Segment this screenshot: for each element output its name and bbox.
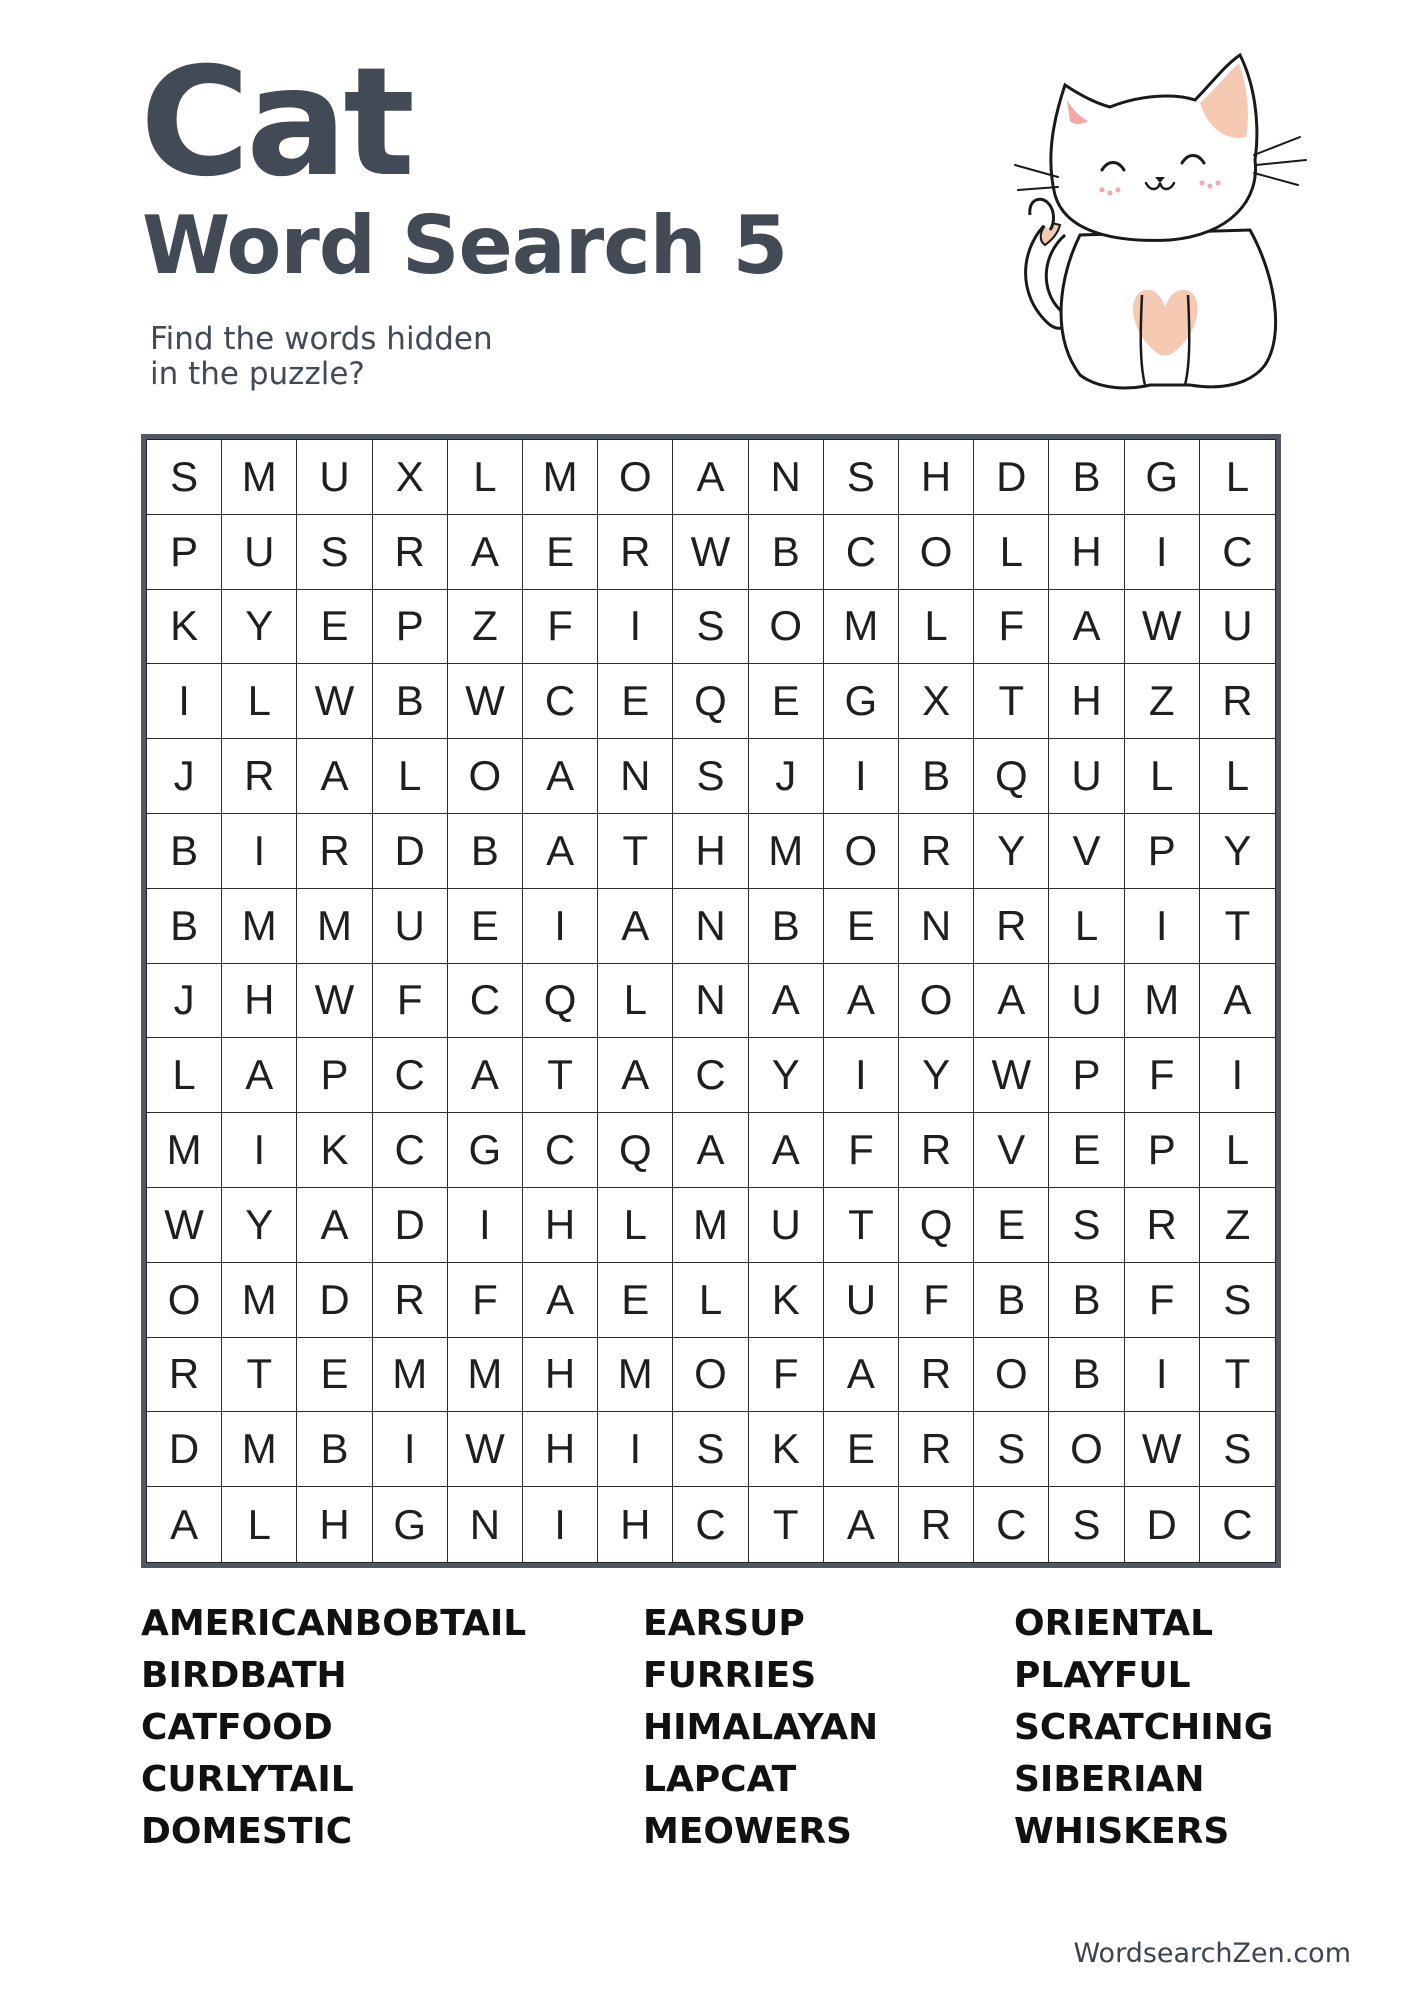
grid-cell[interactable]: Y bbox=[222, 1188, 297, 1263]
grid-cell[interactable]: O bbox=[673, 1338, 748, 1413]
grid-cell[interactable]: E bbox=[974, 1188, 1049, 1263]
grid-cell[interactable]: R bbox=[373, 1263, 448, 1338]
grid-cell[interactable]: X bbox=[373, 440, 448, 515]
grid-cell[interactable]: L bbox=[1049, 889, 1124, 964]
grid-cell[interactable]: B bbox=[749, 515, 824, 590]
grid-cell[interactable]: S bbox=[824, 440, 899, 515]
grid-cell[interactable]: M bbox=[598, 1338, 673, 1413]
puzzle-grid-frame bbox=[141, 434, 1281, 1568]
grid-cell[interactable]: A bbox=[598, 889, 673, 964]
grid-cell[interactable]: O bbox=[974, 1338, 1049, 1413]
grid-cell[interactable]: M bbox=[222, 440, 297, 515]
grid-cell[interactable]: F bbox=[1125, 1038, 1200, 1113]
puzzle-grid bbox=[146, 439, 1276, 1563]
grid-cell[interactable]: N bbox=[673, 964, 748, 1039]
grid-cell[interactable]: H bbox=[523, 1188, 598, 1263]
grid-cell[interactable]: S bbox=[1200, 1263, 1275, 1338]
grid-cell[interactable]: P bbox=[1049, 1038, 1124, 1113]
grid-cell[interactable]: I bbox=[824, 1038, 899, 1113]
grid-cell[interactable]: S bbox=[1049, 1487, 1124, 1562]
grid-cell[interactable]: W bbox=[1125, 590, 1200, 665]
grid-cell[interactable]: O bbox=[749, 590, 824, 665]
grid-cell[interactable]: Q bbox=[673, 664, 748, 739]
grid-cell[interactable]: F bbox=[899, 1263, 974, 1338]
grid-cell[interactable]: A bbox=[974, 964, 1049, 1039]
grid-cell[interactable]: O bbox=[899, 515, 974, 590]
grid-cell[interactable]: F bbox=[974, 590, 1049, 665]
grid-cell[interactable]: H bbox=[523, 1338, 598, 1413]
grid-cell[interactable]: Z bbox=[448, 590, 523, 665]
grid-cell[interactable]: D bbox=[373, 1188, 448, 1263]
grid-cell[interactable]: A bbox=[749, 964, 824, 1039]
grid-cell[interactable]: P bbox=[1125, 814, 1200, 889]
word-list-column-2 bbox=[643, 1598, 878, 1858]
instructions-line-2: in the puzzle? bbox=[150, 356, 365, 392]
grid-cell[interactable]: H bbox=[899, 440, 974, 515]
grid-cell[interactable]: U bbox=[1200, 590, 1275, 665]
grid-cell[interactable]: O bbox=[147, 1263, 222, 1338]
grid-cell[interactable]: A bbox=[749, 1113, 824, 1188]
grid-cell[interactable]: E bbox=[749, 664, 824, 739]
grid-cell[interactable]: C bbox=[373, 1038, 448, 1113]
grid-cell[interactable]: E bbox=[448, 889, 523, 964]
grid-cell[interactable]: Q bbox=[523, 964, 598, 1039]
grid-cell[interactable]: I bbox=[1125, 889, 1200, 964]
grid-cell[interactable]: Z bbox=[1200, 1188, 1275, 1263]
grid-cell[interactable]: M bbox=[222, 1412, 297, 1487]
grid-cell[interactable]: A bbox=[824, 1338, 899, 1413]
grid-cell[interactable]: E bbox=[824, 1412, 899, 1487]
grid-cell[interactable]: J bbox=[147, 964, 222, 1039]
grid-cell[interactable]: L bbox=[222, 664, 297, 739]
grid-cell[interactable]: W bbox=[297, 964, 372, 1039]
grid-cell[interactable]: U bbox=[1049, 964, 1124, 1039]
grid-cell[interactable]: F bbox=[749, 1338, 824, 1413]
grid-cell[interactable]: G bbox=[373, 1487, 448, 1562]
grid-cell[interactable]: T bbox=[222, 1338, 297, 1413]
grid-cell[interactable]: I bbox=[523, 889, 598, 964]
grid-cell[interactable]: S bbox=[673, 1412, 748, 1487]
grid-cell[interactable]: A bbox=[824, 964, 899, 1039]
grid-cell[interactable]: M bbox=[222, 889, 297, 964]
grid-cell[interactable]: I bbox=[523, 1487, 598, 1562]
grid-cell[interactable]: W bbox=[673, 515, 748, 590]
grid-cell[interactable]: R bbox=[974, 889, 1049, 964]
grid-cell[interactable]: S bbox=[1200, 1412, 1275, 1487]
grid-cell[interactable]: R bbox=[373, 515, 448, 590]
grid-cell[interactable]: I bbox=[448, 1188, 523, 1263]
grid-cell[interactable]: L bbox=[598, 1188, 673, 1263]
grid-cell[interactable]: I bbox=[824, 739, 899, 814]
grid-cell[interactable]: D bbox=[974, 440, 1049, 515]
grid-cell[interactable]: I bbox=[222, 814, 297, 889]
grid-cell[interactable]: R bbox=[222, 739, 297, 814]
grid-cell[interactable]: T bbox=[974, 664, 1049, 739]
grid-cell[interactable]: N bbox=[749, 440, 824, 515]
grid-cell[interactable]: A bbox=[448, 515, 523, 590]
grid-cell[interactable]: B bbox=[297, 1412, 372, 1487]
word-list-item: HIMALAYAN bbox=[643, 1707, 879, 1748]
grid-cell[interactable]: L bbox=[974, 515, 1049, 590]
grid-cell[interactable]: U bbox=[373, 889, 448, 964]
grid-cell[interactable]: B bbox=[974, 1263, 1049, 1338]
instructions-line-1: Find the words hidden bbox=[150, 321, 493, 357]
grid-cell[interactable]: O bbox=[598, 440, 673, 515]
grid-cell[interactable]: U bbox=[824, 1263, 899, 1338]
grid-cell[interactable]: C bbox=[824, 515, 899, 590]
grid-cell[interactable]: G bbox=[448, 1113, 523, 1188]
grid-cell[interactable]: F bbox=[373, 964, 448, 1039]
grid-cell[interactable]: E bbox=[1049, 1113, 1124, 1188]
grid-cell[interactable]: L bbox=[373, 739, 448, 814]
grid-cell[interactable]: R bbox=[899, 1487, 974, 1562]
word-list-item: FURRIES bbox=[643, 1655, 817, 1696]
grid-cell[interactable]: H bbox=[222, 964, 297, 1039]
grid-cell[interactable]: C bbox=[523, 1113, 598, 1188]
word-list-item: AMERICANBOBTAIL bbox=[141, 1603, 527, 1644]
grid-cell[interactable]: M bbox=[523, 440, 598, 515]
grid-cell[interactable]: N bbox=[598, 739, 673, 814]
grid-cell[interactable]: S bbox=[974, 1412, 1049, 1487]
word-list-item: BIRDBATH bbox=[141, 1655, 347, 1696]
word-list-item: DOMESTIC bbox=[141, 1811, 353, 1852]
grid-cell[interactable]: A bbox=[523, 739, 598, 814]
grid-cell[interactable]: M bbox=[222, 1263, 297, 1338]
grid-cell[interactable]: Z bbox=[1125, 664, 1200, 739]
word-list-item: CATFOOD bbox=[141, 1707, 333, 1748]
grid-cell[interactable]: H bbox=[1049, 515, 1124, 590]
grid-cell[interactable]: H bbox=[673, 814, 748, 889]
grid-cell[interactable]: M bbox=[373, 1338, 448, 1413]
grid-cell[interactable]: C bbox=[1200, 515, 1275, 590]
grid-cell[interactable]: C bbox=[448, 964, 523, 1039]
grid-cell[interactable]: L bbox=[598, 964, 673, 1039]
grid-cell[interactable]: E bbox=[297, 590, 372, 665]
grid-cell[interactable]: W bbox=[448, 1412, 523, 1487]
grid-cell[interactable]: C bbox=[974, 1487, 1049, 1562]
grid-cell[interactable]: R bbox=[1125, 1188, 1200, 1263]
grid-cell[interactable]: B bbox=[749, 889, 824, 964]
grid-cell[interactable]: E bbox=[297, 1338, 372, 1413]
grid-cell[interactable]: B bbox=[448, 814, 523, 889]
grid-cell[interactable]: D bbox=[297, 1263, 372, 1338]
grid-cell[interactable]: C bbox=[673, 1038, 748, 1113]
title-cat: Cat bbox=[140, 36, 412, 210]
grid-cell[interactable]: N bbox=[673, 889, 748, 964]
grid-cell[interactable]: M bbox=[147, 1113, 222, 1188]
grid-cell[interactable]: Q bbox=[899, 1188, 974, 1263]
grid-cell[interactable]: L bbox=[1200, 739, 1275, 814]
grid-cell[interactable]: D bbox=[373, 814, 448, 889]
word-list-item: EARSUP bbox=[643, 1603, 805, 1644]
grid-cell[interactable]: R bbox=[598, 515, 673, 590]
word-list-item: MEOWERS bbox=[643, 1811, 852, 1852]
grid-cell[interactable]: Y bbox=[899, 1038, 974, 1113]
grid-cell[interactable]: Y bbox=[222, 590, 297, 665]
grid-cell[interactable]: O bbox=[824, 814, 899, 889]
grid-cell[interactable]: Y bbox=[974, 814, 1049, 889]
grid-cell[interactable]: T bbox=[1200, 889, 1275, 964]
grid-cell[interactable]: F bbox=[448, 1263, 523, 1338]
grid-cell[interactable]: T bbox=[749, 1487, 824, 1562]
grid-cell[interactable]: W bbox=[448, 664, 523, 739]
grid-cell[interactable]: I bbox=[598, 590, 673, 665]
grid-cell[interactable]: F bbox=[824, 1113, 899, 1188]
word-list-item: SIBERIAN bbox=[1014, 1759, 1205, 1800]
grid-cell[interactable]: M bbox=[749, 814, 824, 889]
grid-cell[interactable]: B bbox=[1049, 1263, 1124, 1338]
grid-cell[interactable]: L bbox=[1125, 739, 1200, 814]
word-list-column-1 bbox=[141, 1598, 526, 1858]
grid-cell[interactable]: P bbox=[297, 1038, 372, 1113]
grid-cell[interactable]: L bbox=[673, 1263, 748, 1338]
grid-cell[interactable]: U bbox=[222, 515, 297, 590]
grid-cell[interactable]: A bbox=[523, 1263, 598, 1338]
grid-cell[interactable]: I bbox=[598, 1412, 673, 1487]
grid-cell[interactable]: B bbox=[147, 889, 222, 964]
cat-icon bbox=[1010, 45, 1320, 395]
word-list-item: ORIENTAL bbox=[1014, 1603, 1214, 1644]
word-list-item: CURLYTAIL bbox=[141, 1759, 354, 1800]
grid-cell[interactable]: C bbox=[673, 1487, 748, 1562]
grid-cell[interactable]: A bbox=[222, 1038, 297, 1113]
instructions bbox=[150, 322, 570, 392]
grid-cell[interactable]: M bbox=[448, 1338, 523, 1413]
grid-cell[interactable]: T bbox=[1200, 1338, 1275, 1413]
grid-cell[interactable]: K bbox=[749, 1412, 824, 1487]
grid-cell[interactable]: J bbox=[749, 739, 824, 814]
grid-cell[interactable]: E bbox=[598, 664, 673, 739]
grid-cell[interactable]: O bbox=[1049, 1412, 1124, 1487]
grid-cell[interactable]: K bbox=[297, 1113, 372, 1188]
grid-cell[interactable]: C bbox=[1222, 1500, 1253, 1548]
grid-cell[interactable]: D bbox=[147, 1412, 222, 1487]
grid-cell[interactable]: A bbox=[448, 1038, 523, 1113]
grid-cell[interactable]: P bbox=[1125, 1113, 1200, 1188]
grid-cell[interactable]: C bbox=[373, 1113, 448, 1188]
grid-cell[interactable]: M bbox=[673, 1188, 748, 1263]
grid-cell[interactable]: A bbox=[673, 1113, 748, 1188]
grid-cell[interactable]: L bbox=[1200, 1113, 1275, 1188]
grid-cell[interactable]: T bbox=[523, 1038, 598, 1113]
grid-cell[interactable]: S bbox=[297, 515, 372, 590]
grid-cell[interactable]: S bbox=[673, 739, 748, 814]
grid-cell[interactable]: I bbox=[373, 1412, 448, 1487]
grid-cell[interactable]: Y bbox=[1200, 814, 1275, 889]
grid-cell[interactable]: A bbox=[147, 1487, 222, 1562]
grid-cell[interactable]: D bbox=[1125, 1487, 1200, 1562]
grid-cell[interactable]: U bbox=[1049, 739, 1124, 814]
grid-cell[interactable]: Q bbox=[974, 739, 1049, 814]
grid-cell[interactable]: B bbox=[1049, 1338, 1124, 1413]
grid-cell[interactable]: M bbox=[297, 889, 372, 964]
grid-cell[interactable]: T bbox=[598, 814, 673, 889]
grid-cell[interactable]: U bbox=[297, 440, 372, 515]
grid-cell[interactable]: R bbox=[1200, 664, 1275, 739]
grid-cell[interactable]: K bbox=[749, 1263, 824, 1338]
grid-cell[interactable]: W bbox=[297, 664, 372, 739]
grid-cell[interactable]: V bbox=[1049, 814, 1124, 889]
grid-cell[interactable]: E bbox=[523, 515, 598, 590]
grid-cell[interactable]: U bbox=[749, 1188, 824, 1263]
grid-cell[interactable]: O bbox=[448, 739, 523, 814]
grid-cell[interactable]: K bbox=[147, 590, 222, 665]
grid-cell[interactable]: S bbox=[147, 440, 222, 515]
grid-cell[interactable]: R bbox=[297, 814, 372, 889]
grid-cell[interactable]: G bbox=[824, 664, 899, 739]
grid-cell[interactable]: A bbox=[824, 1487, 899, 1562]
grid-cell[interactable]: Q bbox=[598, 1113, 673, 1188]
grid-cell[interactable]: E bbox=[598, 1263, 673, 1338]
grid-cell[interactable]: L bbox=[448, 440, 523, 515]
grid-cell[interactable]: B bbox=[1049, 440, 1124, 515]
grid-cell[interactable]: A bbox=[297, 739, 372, 814]
grid-cell[interactable]: Y bbox=[749, 1038, 824, 1113]
grid-cell[interactable]: I bbox=[222, 1113, 297, 1188]
grid-cell[interactable]: V bbox=[974, 1113, 1049, 1188]
grid-cell[interactable]: A bbox=[523, 814, 598, 889]
word-list-item: LAPCAT bbox=[643, 1759, 797, 1800]
grid-cell[interactable]: E bbox=[824, 889, 899, 964]
grid-cell[interactable]: N bbox=[448, 1487, 523, 1562]
grid-cell[interactable]: N bbox=[899, 889, 974, 964]
word-list-item: PLAYFUL bbox=[1014, 1655, 1191, 1696]
grid-cell[interactable]: X bbox=[899, 664, 974, 739]
grid-cell[interactable]: R bbox=[147, 1338, 222, 1413]
grid-cell[interactable]: I bbox=[1125, 515, 1200, 590]
title-subtitle: Word Search 5 bbox=[142, 199, 788, 292]
grid-cell[interactable]: F bbox=[523, 590, 598, 665]
grid-cell[interactable]: J bbox=[147, 739, 222, 814]
grid-cell[interactable]: G bbox=[1125, 440, 1200, 515]
grid-cell[interactable]: R bbox=[899, 1113, 974, 1188]
grid-cell[interactable]: L bbox=[899, 590, 974, 665]
grid-cell[interactable]: M bbox=[1125, 964, 1200, 1039]
grid-cell[interactable]: T bbox=[824, 1188, 899, 1263]
grid-cell[interactable]: W bbox=[147, 1188, 222, 1263]
footer-site-name: WordsearchZen.com bbox=[1073, 1938, 1351, 1969]
grid-cell[interactable]: R bbox=[899, 1412, 974, 1487]
grid-cell[interactable]: O bbox=[899, 964, 974, 1039]
grid-cell[interactable]: S bbox=[1049, 1188, 1124, 1263]
grid-cell[interactable]: I bbox=[1200, 1038, 1275, 1113]
grid-cell[interactable]: L bbox=[147, 1038, 222, 1113]
grid-cell[interactable]: R bbox=[899, 1338, 974, 1413]
grid-cell[interactable]: B bbox=[899, 739, 974, 814]
grid-cell[interactable]: B bbox=[373, 664, 448, 739]
word-list-column-3 bbox=[1014, 1598, 1273, 1858]
grid-cell[interactable]: H bbox=[523, 1412, 598, 1487]
word-list-item: SCRATCHING bbox=[1014, 1707, 1274, 1748]
grid-cell[interactable]: B bbox=[147, 814, 222, 889]
grid-cell[interactable]: A bbox=[598, 1038, 673, 1113]
grid-cell[interactable]: M bbox=[824, 590, 899, 665]
grid-cell[interactable]: P bbox=[373, 590, 448, 665]
grid-cell[interactable]: L bbox=[1200, 440, 1275, 515]
grid-cell[interactable]: H bbox=[297, 1487, 372, 1562]
word-list-item: WHISKERS bbox=[1014, 1811, 1230, 1852]
grid-cell[interactable]: L bbox=[222, 1487, 297, 1562]
grid-cell[interactable]: A bbox=[297, 1188, 372, 1263]
grid-cell[interactable]: A bbox=[1200, 964, 1275, 1039]
grid-cell[interactable]: H bbox=[598, 1487, 673, 1562]
grid-cell[interactable]: W bbox=[974, 1038, 1049, 1113]
grid-cell[interactable]: P bbox=[147, 515, 222, 590]
grid-cell[interactable]: F bbox=[1125, 1263, 1200, 1338]
grid-cell[interactable]: A bbox=[673, 440, 748, 515]
grid-cell[interactable]: H bbox=[1049, 664, 1124, 739]
grid-cell[interactable]: R bbox=[899, 814, 974, 889]
grid-cell[interactable]: I bbox=[147, 664, 222, 739]
grid-cell[interactable]: S bbox=[673, 590, 748, 665]
grid-cell[interactable]: A bbox=[1049, 590, 1124, 665]
grid-cell[interactable]: C bbox=[523, 664, 598, 739]
grid-cell[interactable]: I bbox=[1125, 1338, 1200, 1413]
grid-cell[interactable]: W bbox=[1125, 1412, 1200, 1487]
